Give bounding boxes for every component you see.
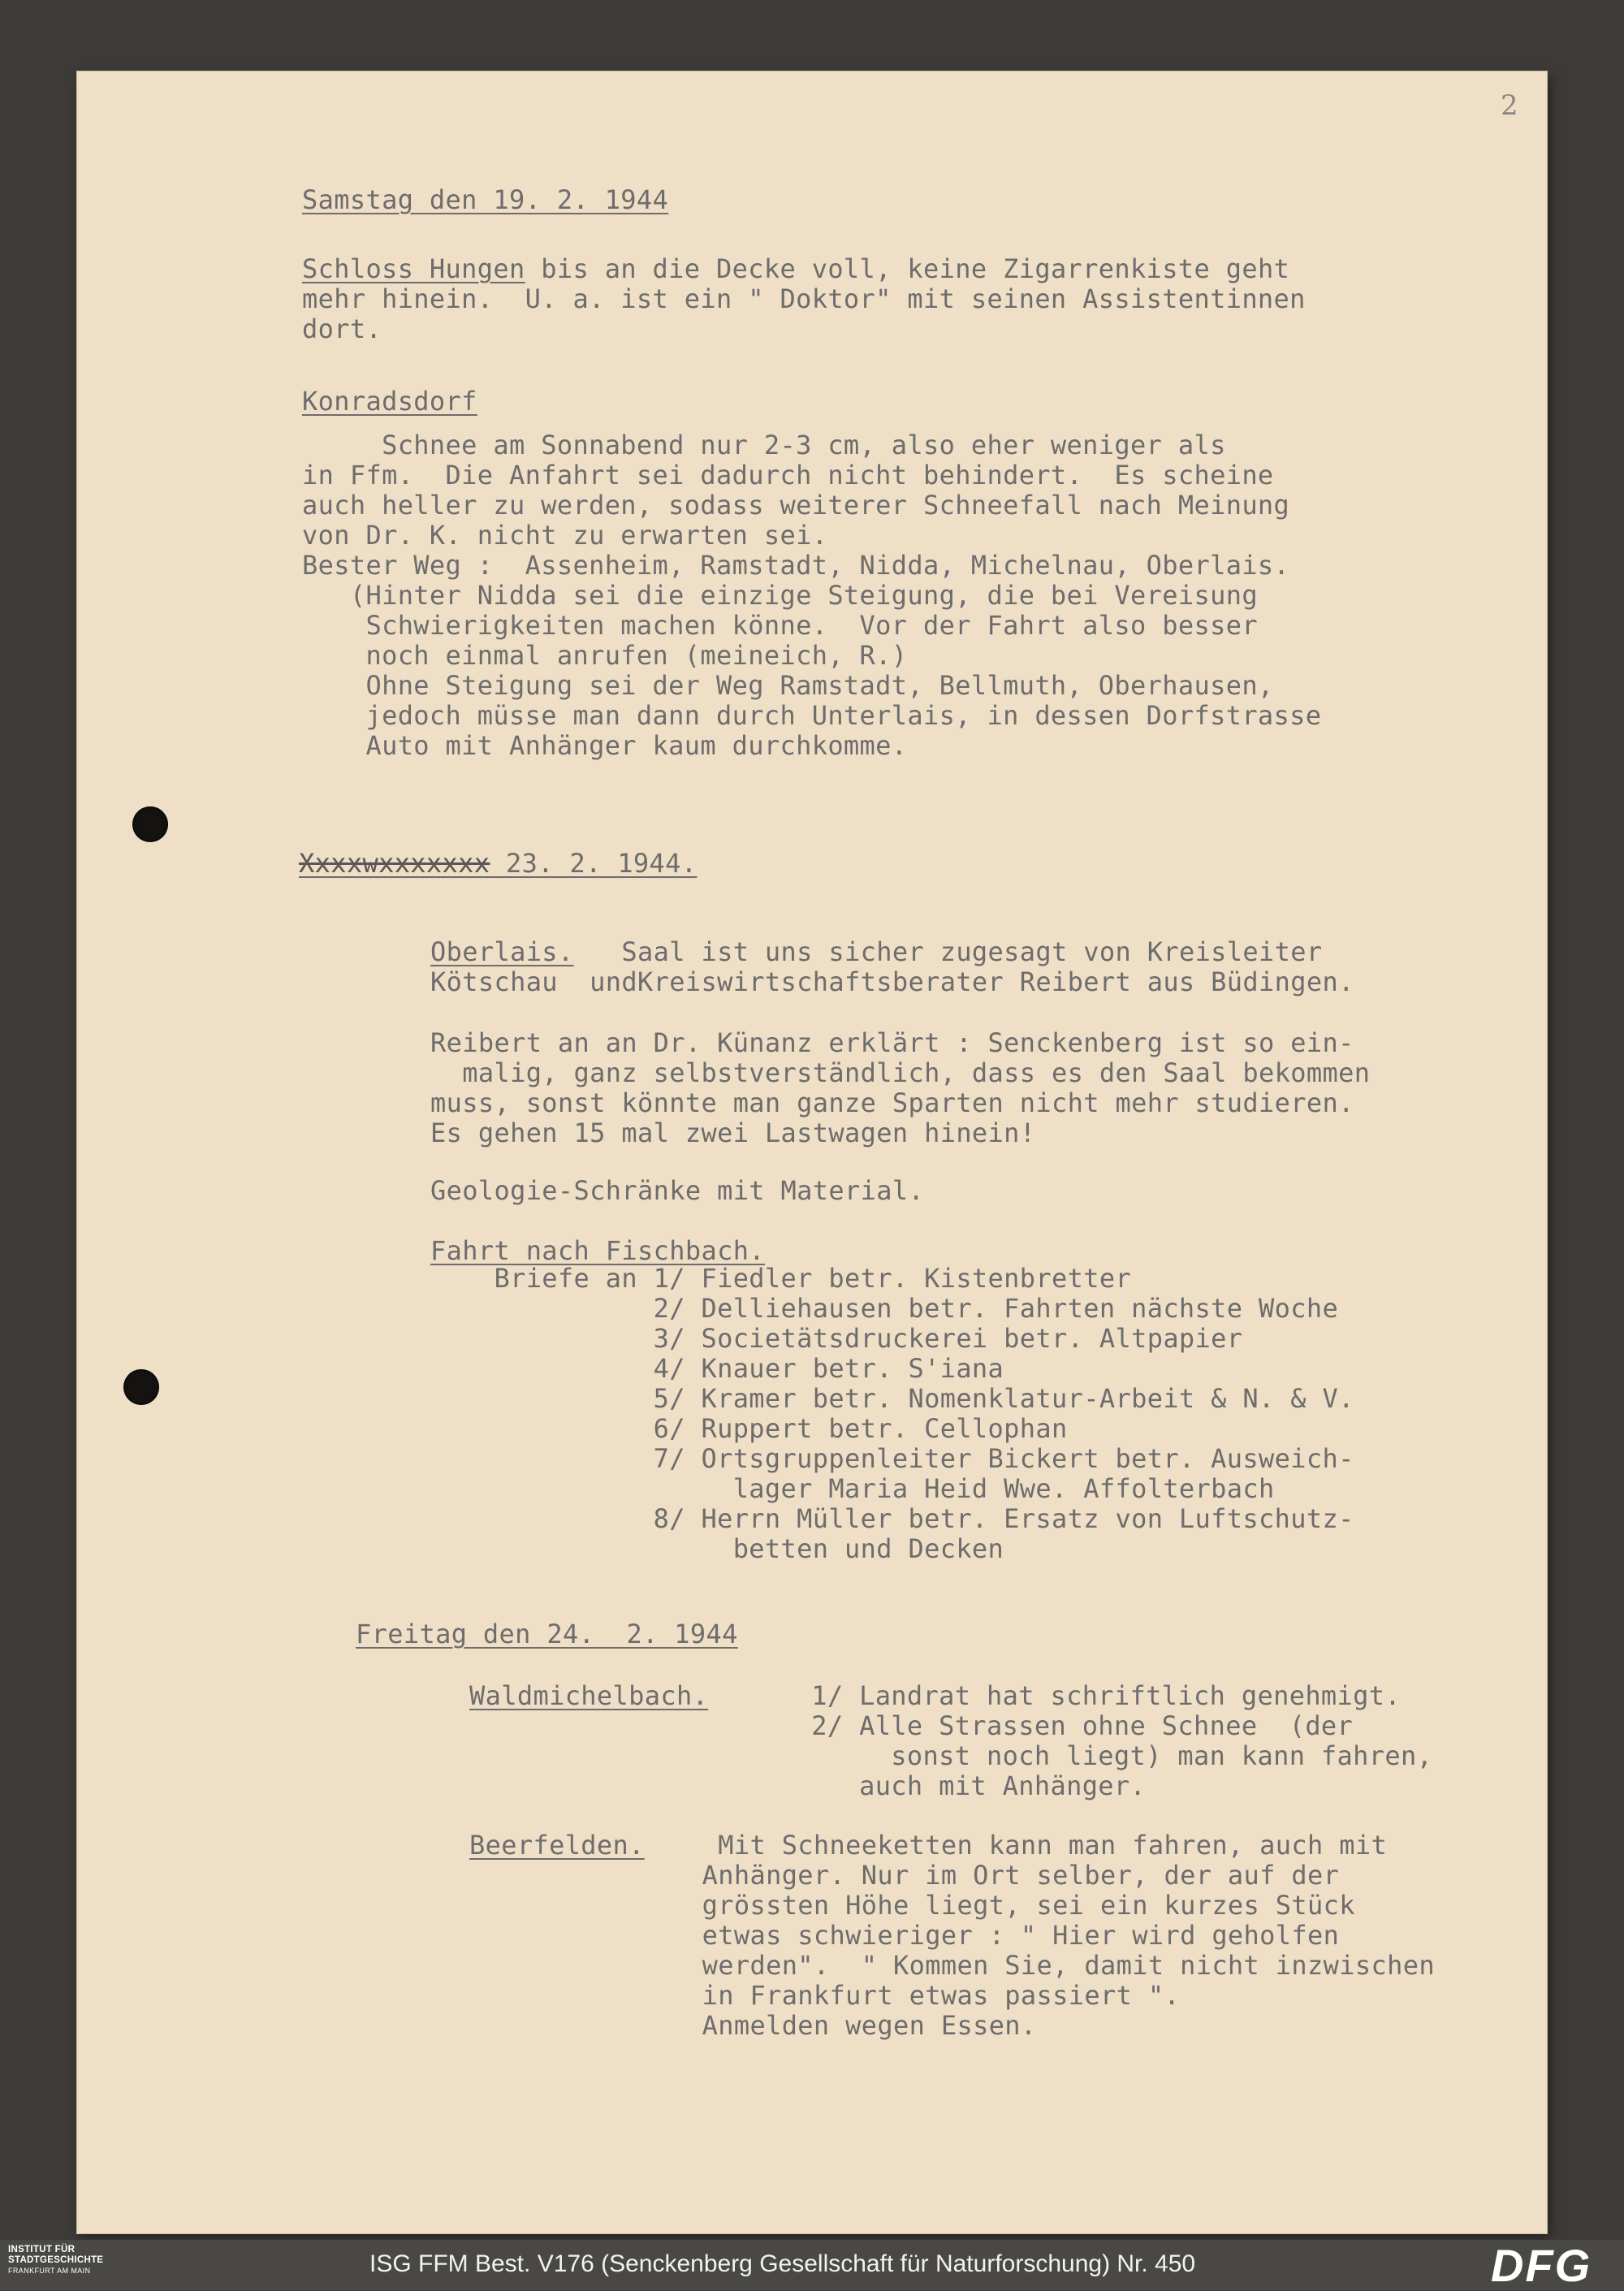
konradsdorf-block: [302, 430, 1321, 761]
archive-footer: [0, 2240, 1624, 2290]
dfg-logo: DFG: [1491, 2240, 1592, 2291]
text-line: von Dr. K. nicht zu erwarten sei.: [302, 520, 828, 551]
hungen-line-2: mehr hinein. U. a. ist ein " Doktor" mit seinen Assistentinnen: [302, 283, 1306, 314]
reibert-block: [430, 1028, 1370, 1148]
text-line: in Ffm. Die Anfahrt sei dadurch nicht behindert. Es scheine: [302, 460, 1274, 491]
oberlais-heading: Oberlais.: [430, 936, 574, 967]
struck-out-text: Xxxxwxxxxxxx: [299, 848, 490, 879]
text-line: malig, ganz selbstverständlich, dass es den Saal bekommen: [430, 1057, 1371, 1088]
fahrt-heading: Fahrt nach Fischbach.: [430, 1235, 765, 1266]
hungen-line-3: dort.: [302, 313, 382, 344]
text-line: Schnee am Sonnabend nur 2-3 cm, also eher weniger als: [302, 430, 1226, 460]
text-line: Reibert an an Dr. Künanz erklärt : Senckenberg ist so ein-: [430, 1027, 1354, 1058]
institut-logo: [8, 2245, 162, 2287]
list-item: 4/ Knauer betr. S'iana: [430, 1353, 1004, 1384]
text-line: 1/ Landrat hat schriftlich genehmigt.: [780, 1680, 1402, 1711]
entry-date-23-02-1944: Xxxxwxxxxxxx 23. 2. 1944.: [299, 848, 698, 879]
beerfelden-block: [686, 1831, 1435, 2041]
konradsdorf-heading: Konradsdorf: [302, 386, 477, 417]
waldmichelbach-block: [780, 1681, 1432, 1801]
hungen-text: bis an die Decke voll, keine Zigarrenkiste geht: [525, 253, 1290, 284]
text-line: (Hinter Nidda sei die einzige Steigung, die bei Vereisung: [302, 580, 1258, 611]
text-line: grössten Höhe liegt, sei ein kurzes Stück: [686, 1890, 1355, 1921]
beerfelden-heading: Beerfelden.: [469, 1830, 645, 1861]
entry-date-24-02-1944: Freitag den 24. 2. 1944: [356, 1619, 738, 1649]
list-item: 2/ Delliehausen betr. Fahrten nächste Woche: [430, 1293, 1339, 1324]
text-line: Anhänger. Nur im Ort selber, der auf der: [686, 1860, 1340, 1891]
logo-line: STADTGESCHICHTE: [8, 2255, 104, 2265]
hungen-heading: Schloss Hungen: [302, 253, 525, 284]
text-line: auch mit Anhänger.: [780, 1770, 1147, 1801]
text-line: Ohne Steigung sei der Weg Ramstadt, Bellmuth, Oberhausen,: [302, 670, 1274, 701]
list-item: 8/ Herrn Müller betr. Ersatz von Luftschutz-: [430, 1503, 1354, 1534]
text-line: sonst noch liegt) man kann fahren,: [780, 1740, 1433, 1771]
text-line: werden". " Kommen Sie, damit nicht inzwischen: [686, 1950, 1435, 1981]
briefe-list: [430, 1264, 1354, 1564]
text-line: muss, sonst könnte man ganze Sparten nicht mehr studieren.: [430, 1087, 1354, 1118]
text-line: 2/ Alle Strassen ohne Schnee (der: [780, 1710, 1354, 1741]
text-line: etwas schwieriger : " Hier wird geholfen: [686, 1920, 1340, 1951]
list-item: 3/ Societätsdruckerei betr. Altpapier: [430, 1323, 1243, 1354]
list-item: 6/ Ruppert betr. Cellophan: [430, 1413, 1068, 1444]
text-line: Schwierigkeiten machen könne. Vor der Fahrt also besser: [302, 610, 1258, 641]
oberlais-line-1: Oberlais. Saal ist uns sicher zugesagt von Kreisleiter: [430, 936, 1323, 967]
text-line: Es gehen 15 mal zwei Lastwagen hinein!: [430, 1117, 1036, 1148]
list-item: lager Maria Heid Wwe. Affolterbach: [430, 1473, 1275, 1504]
entry-date-19-02-1944: Samstag den 19. 2. 1944: [302, 184, 669, 215]
text-line: Anmelden wegen Essen.: [686, 2010, 1037, 2041]
waldmichelbach-heading: Waldmichelbach.: [469, 1680, 709, 1711]
logo-line: FRANKFURT AM MAIN: [8, 2267, 91, 2275]
text-line: Mit Schneeketten kann man fahren, auch mit: [686, 1830, 1388, 1861]
page-number: 2: [1501, 89, 1518, 122]
text-line: Auto mit Anhänger kaum durchkomme.: [302, 730, 908, 761]
list-item: Briefe an 1/ Fiedler betr. Kistenbretter: [430, 1263, 1132, 1294]
oberlais-line-2: Kötschau undKreiswirtschaftsberater Reibert aus Büdingen.: [430, 966, 1354, 997]
hungen-line-1: [302, 254, 1289, 284]
text-line: jedoch müsse man dann durch Unterlais, in dessen Dorfstrasse: [302, 700, 1322, 731]
archive-caption: ISG FFM Best. V176 (Senckenberg Gesellschaft für Naturforschung) Nr. 450: [369, 2250, 1196, 2277]
list-item: 5/ Kramer betr. Nomenklatur-Arbeit & N. & V.: [430, 1383, 1354, 1414]
text-line: Bester Weg : Assenheim, Ramstadt, Nidda, Michelnau, Oberlais.: [302, 550, 1290, 581]
text-line: noch einmal anrufen (meineich, R.): [302, 640, 908, 671]
list-item: 7/ Ortsgruppenleiter Bickert betr. Ausweich-: [430, 1443, 1354, 1474]
text-line: auch heller zu werden, sodass weiterer Schneefall nach Meinung: [302, 490, 1290, 521]
geologie-line: Geologie-Schränke mit Material.: [430, 1175, 925, 1206]
logo-line: INSTITUT FÜR: [8, 2245, 76, 2254]
punch-hole: [123, 1369, 159, 1405]
text-line: in Frankfurt etwas passiert ".: [686, 1980, 1181, 2011]
list-item: betten und Decken: [430, 1533, 1004, 1564]
punch-hole: [132, 806, 168, 842]
